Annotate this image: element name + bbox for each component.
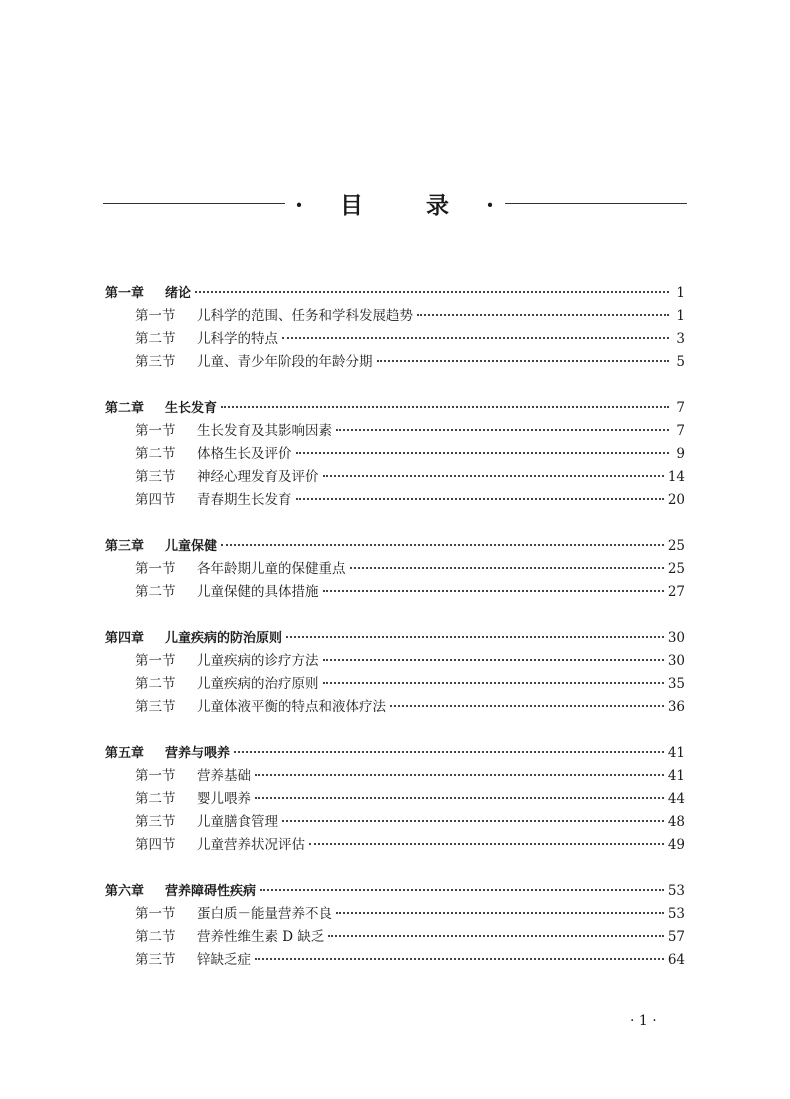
section-title: 儿童、青少年阶段的年龄分期 bbox=[197, 354, 373, 370]
section-title: 蛋白质－能量营养不良 bbox=[197, 906, 332, 922]
section-title: 儿童疾病的治疗原则 bbox=[197, 676, 319, 692]
section-label bbox=[135, 834, 305, 857]
toc-section-entry bbox=[105, 926, 685, 949]
section-title: 儿科学的范围、任务和学科发展趋势 bbox=[197, 308, 413, 324]
section-page-number: 25 bbox=[667, 561, 685, 577]
section-title: 体格生长及评价 bbox=[197, 446, 292, 462]
dot-leader bbox=[336, 429, 669, 431]
section-title: 各年龄期儿童的保健重点 bbox=[197, 561, 346, 577]
dot-leader bbox=[282, 820, 664, 822]
toc-section-entry bbox=[105, 650, 685, 673]
section-title: 青春期生长发育 bbox=[197, 492, 292, 508]
chapter-label bbox=[105, 535, 217, 558]
section-page-number: 64 bbox=[667, 952, 685, 968]
section-number: 第三节 bbox=[135, 814, 176, 830]
toc-section-entry bbox=[105, 489, 685, 512]
chapter-page-number: 1 bbox=[676, 285, 685, 301]
section-label bbox=[135, 926, 324, 949]
section-number: 第三节 bbox=[135, 354, 176, 370]
toc-section-entry bbox=[105, 949, 685, 972]
section-number: 第一节 bbox=[135, 768, 176, 784]
toc-section-entry bbox=[105, 351, 685, 374]
section-title: 儿科学的特点 bbox=[197, 331, 278, 347]
toc-section-entry bbox=[105, 673, 685, 696]
section-page-number: 14 bbox=[667, 469, 685, 485]
chapter-label bbox=[105, 627, 282, 650]
dot-leader bbox=[377, 360, 670, 362]
chapter-title: 营养障碍性疾病 bbox=[165, 884, 257, 899]
toc-section-entry bbox=[105, 581, 685, 604]
dot-leader bbox=[221, 544, 664, 546]
toc-section-entry bbox=[105, 696, 685, 719]
section-label bbox=[135, 558, 346, 581]
section-label bbox=[135, 673, 319, 696]
dot-leader bbox=[296, 452, 670, 454]
dot-leader bbox=[260, 889, 664, 891]
section-label bbox=[135, 489, 292, 512]
dot-leader bbox=[323, 659, 664, 661]
section-title: 儿童体液平衡的特点和液体疗法 bbox=[197, 699, 386, 715]
toc-title bbox=[103, 188, 687, 218]
section-number: 第二节 bbox=[135, 676, 176, 692]
chapter-label bbox=[105, 282, 191, 305]
section-label bbox=[135, 466, 319, 489]
section-number: 第四节 bbox=[135, 492, 176, 508]
dot-leader bbox=[255, 797, 664, 799]
toc-section-entry bbox=[105, 305, 685, 328]
section-label bbox=[135, 351, 373, 374]
section-label bbox=[135, 581, 319, 604]
toc-chapter-entry bbox=[105, 397, 685, 420]
section-page-number: 57 bbox=[667, 929, 685, 945]
title-char-2: 录 bbox=[426, 191, 451, 219]
section-label bbox=[135, 903, 332, 926]
dot-leader bbox=[323, 682, 664, 684]
section-number: 第二节 bbox=[135, 929, 176, 945]
section-page-number: 44 bbox=[667, 791, 685, 807]
section-title: 生长发育及其影响因素 bbox=[197, 423, 332, 439]
dot-leader bbox=[221, 406, 669, 408]
section-label bbox=[135, 811, 278, 834]
section-label bbox=[135, 696, 386, 719]
dot-leader bbox=[350, 567, 664, 569]
dot-leader bbox=[328, 935, 663, 937]
chapter-label bbox=[105, 880, 256, 903]
toc-section-entry bbox=[105, 834, 685, 857]
chapter-number: 第六章 bbox=[105, 884, 145, 899]
chapter-page-number: 25 bbox=[667, 538, 685, 554]
section-label bbox=[135, 443, 292, 466]
section-page-number: 7 bbox=[676, 423, 685, 439]
dot-leader bbox=[286, 636, 664, 638]
dot-leader bbox=[255, 774, 664, 776]
title-dot-left: · bbox=[294, 191, 304, 219]
dot-leader bbox=[390, 705, 664, 707]
chapter-spacer bbox=[105, 374, 685, 397]
dot-leader bbox=[255, 958, 664, 960]
toc-section-entry bbox=[105, 765, 685, 788]
toc-section-entry bbox=[105, 443, 685, 466]
chapter-page-number: 53 bbox=[667, 883, 685, 899]
toc-section-entry bbox=[105, 788, 685, 811]
chapter-page-number: 30 bbox=[667, 630, 685, 646]
table-of-contents bbox=[105, 282, 685, 972]
toc-chapter-entry bbox=[105, 627, 685, 650]
chapter-label bbox=[105, 742, 230, 765]
section-page-number: 36 bbox=[667, 699, 685, 715]
section-label bbox=[135, 765, 251, 788]
toc-section-entry bbox=[105, 903, 685, 926]
chapter-page-number: 7 bbox=[676, 400, 685, 416]
section-number: 第二节 bbox=[135, 446, 176, 462]
chapter-number: 第三章 bbox=[105, 539, 145, 554]
toc-section-entry bbox=[105, 420, 685, 443]
title-dot-right: · bbox=[486, 191, 496, 219]
section-title: 神经心理发育及评价 bbox=[197, 469, 319, 485]
chapter-title: 绪论 bbox=[165, 286, 192, 301]
toc-chapter-entry bbox=[105, 880, 685, 903]
section-title: 婴儿喂养 bbox=[197, 791, 251, 807]
section-number: 第三节 bbox=[135, 952, 176, 968]
chapter-label bbox=[105, 397, 217, 420]
section-page-number: 1 bbox=[676, 308, 685, 324]
section-number: 第一节 bbox=[135, 423, 176, 439]
section-label bbox=[135, 420, 332, 443]
section-title: 儿童疾病的诊疗方法 bbox=[197, 653, 319, 669]
chapter-spacer bbox=[105, 604, 685, 627]
dot-leader bbox=[282, 337, 669, 339]
chapter-number: 第一章 bbox=[105, 286, 145, 301]
section-title: 儿童膳食管理 bbox=[197, 814, 278, 830]
chapter-title: 儿童疾病的防治原则 bbox=[165, 631, 283, 646]
section-page-number: 30 bbox=[667, 653, 685, 669]
chapter-number: 第二章 bbox=[105, 401, 145, 416]
page-number: · 1 · bbox=[630, 1013, 657, 1029]
chapter-page-number: 41 bbox=[667, 745, 685, 761]
section-number: 第一节 bbox=[135, 653, 176, 669]
section-title: 营养性维生素 D 缺乏 bbox=[197, 929, 325, 945]
section-number: 第二节 bbox=[135, 791, 176, 807]
dot-leader bbox=[417, 314, 669, 316]
dot-leader bbox=[234, 751, 664, 753]
section-label bbox=[135, 328, 278, 351]
section-number: 第四节 bbox=[135, 837, 176, 853]
toc-heading bbox=[285, 187, 505, 220]
section-label bbox=[135, 305, 413, 328]
section-number: 第一节 bbox=[135, 906, 176, 922]
dot-leader bbox=[195, 291, 669, 293]
dot-leader bbox=[296, 498, 664, 500]
chapter-spacer bbox=[105, 857, 685, 880]
toc-section-entry bbox=[105, 466, 685, 489]
section-label bbox=[135, 949, 251, 972]
title-char-1: 目 bbox=[339, 191, 364, 219]
title-rule-left bbox=[103, 203, 285, 204]
section-title: 营养基础 bbox=[197, 768, 251, 784]
section-page-number: 5 bbox=[676, 354, 685, 370]
section-page-number: 20 bbox=[667, 492, 685, 508]
toc-section-entry bbox=[105, 811, 685, 834]
chapter-title: 儿童保健 bbox=[165, 539, 218, 554]
section-page-number: 27 bbox=[667, 584, 685, 600]
chapter-title: 生长发育 bbox=[165, 401, 218, 416]
title-rule-right bbox=[505, 203, 687, 204]
toc-section-entry bbox=[105, 558, 685, 581]
section-page-number: 41 bbox=[667, 768, 685, 784]
section-number: 第三节 bbox=[135, 469, 176, 485]
section-page-number: 3 bbox=[676, 331, 685, 347]
chapter-number: 第五章 bbox=[105, 746, 145, 761]
chapter-spacer bbox=[105, 512, 685, 535]
section-title: 儿童保健的具体措施 bbox=[197, 584, 319, 600]
section-number: 第一节 bbox=[135, 308, 176, 324]
toc-chapter-entry bbox=[105, 742, 685, 765]
section-page-number: 49 bbox=[667, 837, 685, 853]
section-label bbox=[135, 650, 319, 673]
section-number: 第一节 bbox=[135, 561, 176, 577]
toc-chapter-entry bbox=[105, 535, 685, 558]
dot-leader bbox=[309, 843, 664, 845]
dot-leader bbox=[336, 912, 664, 914]
chapter-title: 营养与喂养 bbox=[165, 746, 231, 761]
toc-section-entry bbox=[105, 328, 685, 351]
toc-chapter-entry bbox=[105, 282, 685, 305]
dot-leader bbox=[323, 590, 664, 592]
section-title: 儿童营养状况评估 bbox=[197, 837, 305, 853]
section-number: 第二节 bbox=[135, 331, 176, 347]
section-number: 第三节 bbox=[135, 699, 176, 715]
section-page-number: 48 bbox=[667, 814, 685, 830]
section-page-number: 9 bbox=[676, 446, 685, 462]
section-title: 锌缺乏症 bbox=[197, 952, 251, 968]
dot-leader bbox=[323, 475, 664, 477]
section-page-number: 35 bbox=[667, 676, 685, 692]
chapter-spacer bbox=[105, 719, 685, 742]
section-page-number: 53 bbox=[667, 906, 685, 922]
section-number: 第二节 bbox=[135, 584, 176, 600]
chapter-number: 第四章 bbox=[105, 631, 145, 646]
section-label bbox=[135, 788, 251, 811]
